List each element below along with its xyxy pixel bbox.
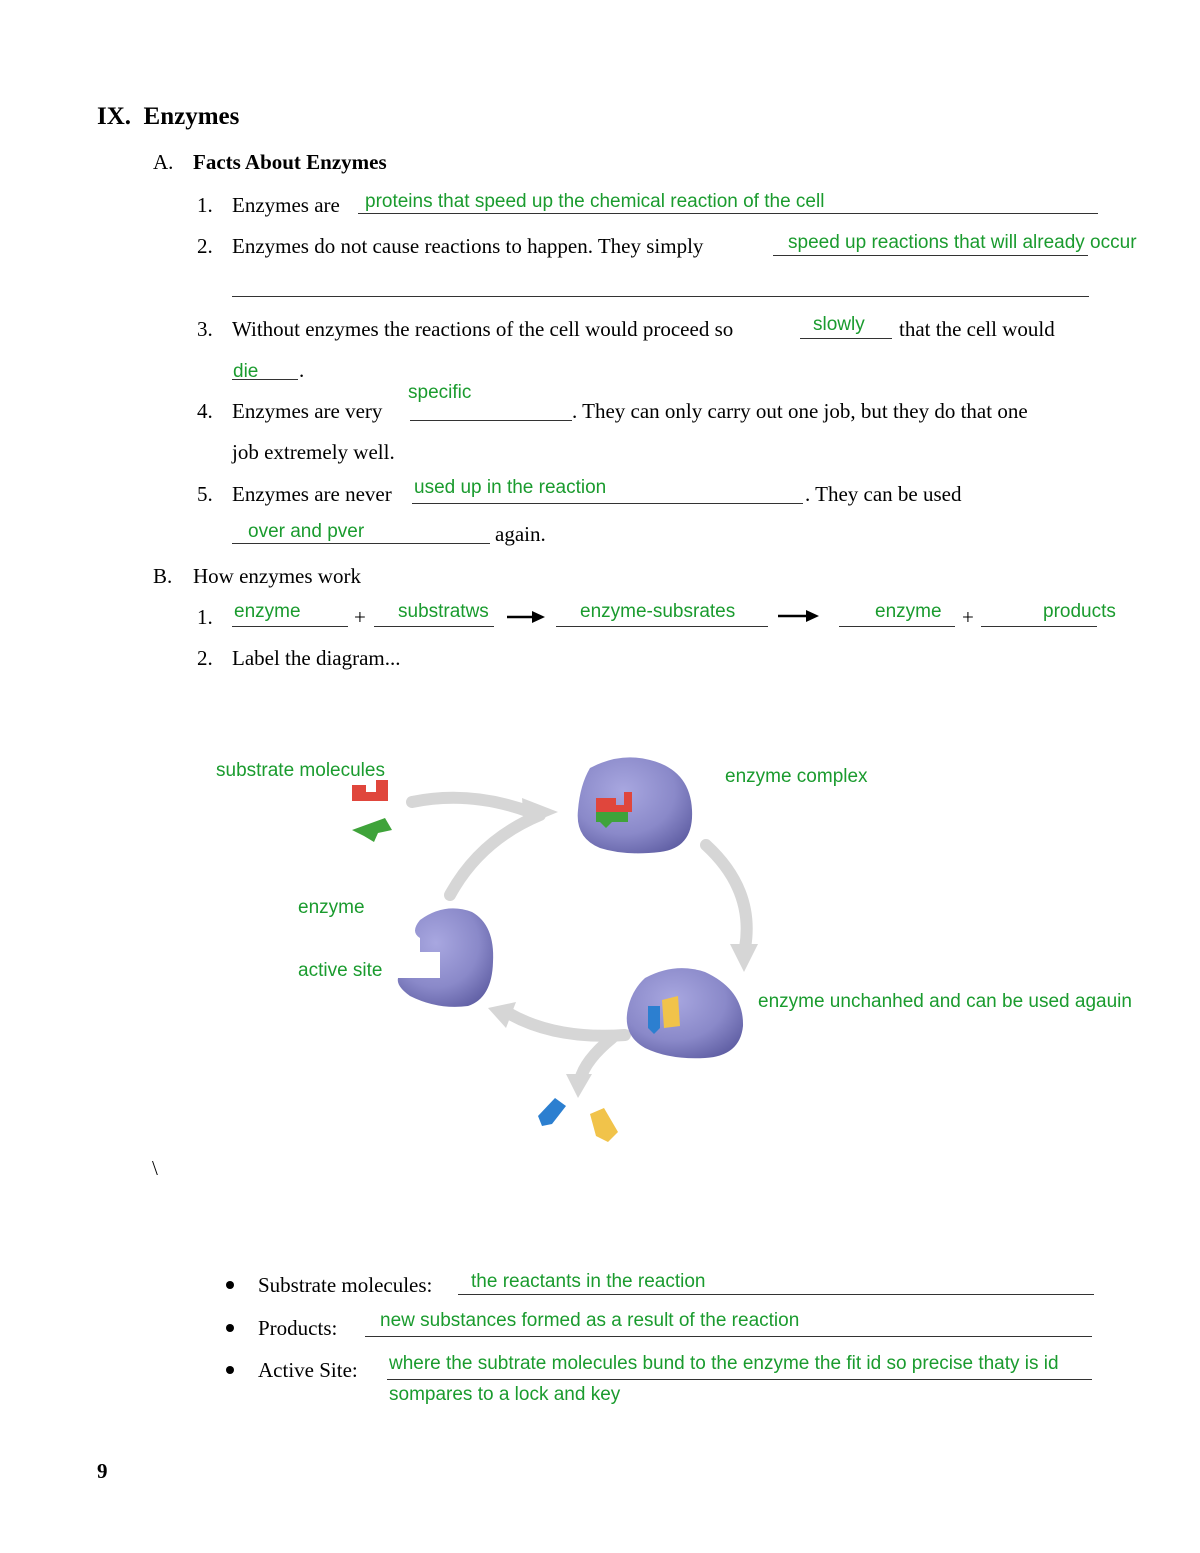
q2-answer: speed up reactions that will already occur — [788, 232, 1137, 253]
product-blue-shape — [538, 1098, 566, 1126]
q3-end: . — [299, 358, 305, 382]
equation-plus-1: + — [354, 605, 366, 629]
q2-number: 2. — [197, 234, 213, 258]
label-enzyme-complex: enzyme complex — [725, 766, 868, 787]
equation-answer-complex: enzyme-subsrates — [580, 601, 736, 622]
equation-answer-enzyme-2: enzyme — [875, 601, 942, 622]
equation-plus-2: + — [962, 605, 974, 629]
page-number: 9 — [97, 1459, 108, 1483]
def-products-answer: new substances formed as a result of the reaction — [380, 1310, 800, 1331]
q3-middle-text: that the cell would — [899, 317, 1055, 341]
def-active-site-answer-1: where the subtrate molecules bund to the enzyme the fit id so precise thaty is id — [389, 1353, 1059, 1374]
label-item-number: 2. — [197, 646, 213, 670]
equation-answer-products: products — [1043, 601, 1116, 622]
q4-prompt: Enzymes are very — [232, 399, 383, 423]
cycle-arrow-enzyme-up — [450, 815, 540, 895]
q5-answer2: over and pver — [248, 521, 365, 542]
section-title: Enzymes — [143, 103, 240, 130]
q4-suffix: . They can only carry out one job, but they do that one — [572, 399, 1028, 423]
stray-backslash: \ — [152, 1156, 158, 1180]
enzyme-substrate-complex-shape — [578, 757, 692, 853]
substrate-red-shape — [352, 780, 388, 801]
def-substrate-line — [458, 1294, 1094, 1295]
q5-prompt: Enzymes are never — [232, 482, 392, 506]
q5-end: again. — [495, 522, 546, 546]
q4-number: 4. — [197, 399, 213, 423]
cycle-arrow-return — [488, 1002, 625, 1036]
equation-answer-substrates: substratws — [398, 601, 489, 622]
q3-answer1: slowly — [813, 314, 865, 335]
enzyme-products-shape — [627, 968, 743, 1058]
subsection-b-letter: B. — [153, 564, 173, 588]
q4-line2: job extremely well. — [232, 440, 395, 464]
label-active-site: active site — [298, 960, 383, 981]
def-products-line — [365, 1336, 1092, 1337]
equation-arrow-2 — [778, 610, 819, 622]
label-item-text: Label the diagram... — [232, 646, 401, 670]
def-products-label: Products: — [258, 1316, 338, 1340]
q3-answer2: die — [233, 361, 259, 382]
q5-number: 5. — [197, 482, 213, 506]
equation-number: 1. — [197, 605, 213, 629]
subsection-b-title: How enzymes work — [193, 564, 361, 588]
subsection-a-letter: A. — [153, 150, 174, 174]
cycle-arrow-products-out — [566, 1038, 612, 1098]
q5-middle-text: . They can be used — [805, 482, 962, 506]
def-active-site-label: Active Site: — [258, 1358, 358, 1382]
q1-prompt: Enzymes are — [232, 193, 340, 217]
label-enzyme: enzyme — [298, 897, 365, 918]
label-substrate-molecules: substrate molecules — [216, 760, 385, 781]
product-yellow-shape — [590, 1108, 618, 1142]
substrate-green-shape — [352, 818, 392, 842]
section-numeral: IX. — [97, 103, 132, 130]
label-enzyme-unchanged: enzyme unchanhed and can be used agauin — [758, 991, 1132, 1012]
bullet-active-site — [226, 1366, 234, 1374]
bullet-substrate — [226, 1281, 234, 1289]
q1-answer: proteins that speed up the chemical reaction of the cell — [365, 191, 825, 212]
subsection-a-title: Facts About Enzymes — [193, 150, 387, 174]
def-substrate-label: Substrate molecules: — [258, 1273, 433, 1297]
def-substrate-answer: the reactants in the reaction — [471, 1271, 706, 1292]
equation-arrow-1 — [507, 611, 545, 623]
equation-answer-enzyme: enzyme — [234, 601, 301, 622]
q4-answer: specific — [408, 382, 472, 403]
def-active-site-answer-2: sompares to a lock and key — [389, 1384, 621, 1405]
def-active-site-line — [387, 1379, 1092, 1380]
q3-number: 3. — [197, 317, 213, 341]
q1-number: 1. — [197, 193, 213, 217]
cycle-arrow-right — [706, 845, 758, 972]
q3-prompt: Without enzymes the reactions of the cell would proceed so — [232, 317, 734, 341]
q2-prompt: Enzymes do not cause reactions to happen. They simply — [232, 234, 704, 258]
enzyme-shape — [398, 908, 493, 1006]
bullet-products — [226, 1324, 234, 1332]
q5-answer1: used up in the reaction — [414, 477, 607, 498]
